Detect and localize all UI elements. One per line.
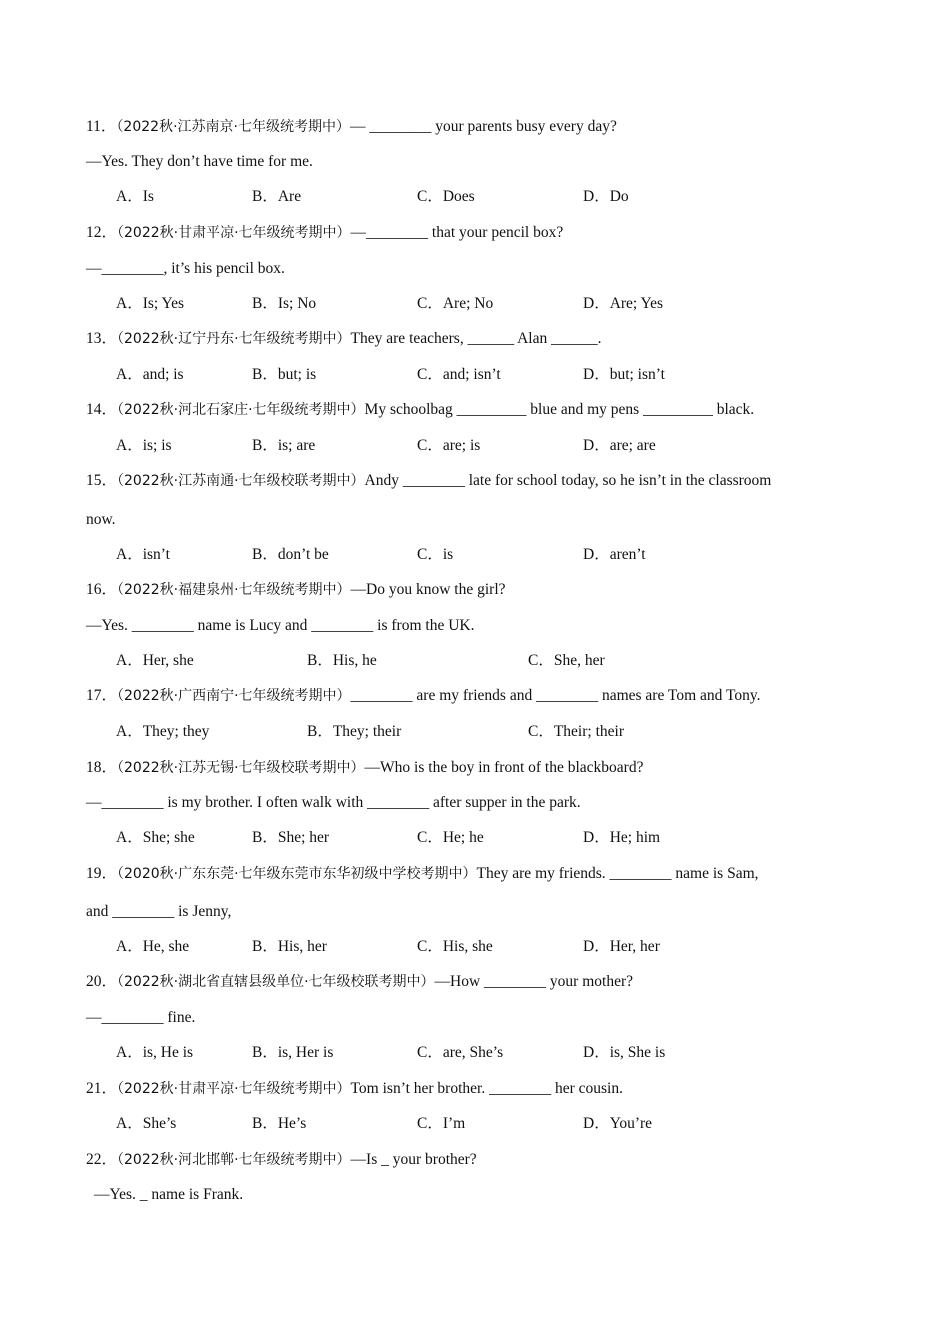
option-d[interactable]: D．is, She is [583,1044,666,1061]
options-row [86,294,886,314]
option-b[interactable]: B．but; is [252,366,317,383]
option-a[interactable]: A．He, she [116,938,190,955]
options-row [86,1043,886,1063]
question-13 [86,329,601,349]
option-a[interactable]: A．is, He is [116,1044,194,1061]
question-stem: My schoolbag _________ blue and my pens _________ black. [364,401,755,418]
question-stem: ________ are my friends and ________ names are Tom and Tony. [350,687,761,704]
question-number: 20． [86,973,118,990]
question-stem: —How ________ your mother? [434,973,634,990]
question-stem-continuation: now. [86,511,116,528]
question-number: 18． [86,759,118,776]
option-c[interactable]: C．is [417,546,454,563]
question-18 [86,758,643,778]
question-number: 22． [86,1151,118,1168]
option-c[interactable]: C．He; he [417,829,484,846]
question-14 [86,400,754,420]
option-c[interactable]: C．She, her [528,652,605,669]
question-stem: Andy ________ late for school today, so he isn’t in the classroom [364,472,772,489]
question-19 [86,864,759,884]
question-stem-continuation: and ________ is Jenny, [86,903,232,920]
option-b[interactable]: B．don’t be [252,546,329,563]
options-row [86,937,886,957]
options-row [86,651,886,671]
option-a[interactable]: A．She; she [116,829,195,846]
question-number: 11． [86,118,117,135]
question-21 [86,1079,623,1099]
question-stem-continuation: —________, it’s his pencil box. [86,260,285,277]
option-c[interactable]: C．I’m [417,1115,466,1132]
options-row [86,436,886,456]
question-stem-continuation: —________ fine. [86,1009,196,1026]
option-a[interactable]: A．Is; Yes [116,295,185,312]
question-stem-continuation: —Yes. _ name is Frank. [94,1186,244,1203]
option-b[interactable]: B．is, Her is [252,1044,334,1061]
question-stem: —Is _ your brother? [350,1151,477,1168]
question-number: 14． [86,401,118,418]
question-stem: Tom isn’t her brother. ________ her cousin. [350,1080,623,1097]
option-c[interactable]: C．Does [417,188,475,205]
option-a[interactable]: A．is; is [116,437,172,454]
options-row [86,545,886,565]
option-a[interactable]: A．and; is [116,366,184,383]
question-17 [86,686,760,706]
question-source: （2022秋·江苏南京·七年级统考期中） [116,119,350,135]
option-d[interactable]: D．Do [583,188,629,205]
option-a[interactable]: A．isn’t [116,546,170,563]
options-row [86,365,886,385]
option-c[interactable]: C．Their; their [528,723,624,740]
question-source: （2022秋·广西南宁·七年级统考期中） [117,688,351,704]
question-source: （2022秋·甘肃平凉·七年级统考期中） [117,225,351,241]
question-source: （2022秋·江苏南通·七年级校联考期中） [117,473,365,489]
option-c[interactable]: C．are, She’s [417,1044,504,1061]
question-number: 21． [86,1080,118,1097]
question-16 [86,580,506,600]
question-number: 15． [86,472,118,489]
option-d[interactable]: D．He; him [583,829,661,846]
question-stem-continuation: —Yes. ________ name is Lucy and ________ is from the UK. [86,617,475,634]
question-11 [86,117,617,137]
option-b[interactable]: B．He’s [252,1115,307,1132]
option-b[interactable]: B．is; are [252,437,316,454]
question-source: （2022秋·福建泉州·七年级统考期中） [117,582,351,598]
option-b[interactable]: B．Are [252,188,302,205]
question-number: 19． [86,865,118,882]
options-row [86,187,886,207]
question-number: 16． [86,581,118,598]
option-a[interactable]: A．Is [116,188,154,205]
question-15 [86,471,771,491]
option-d[interactable]: D．You’re [583,1115,653,1132]
option-b[interactable]: B．His, he [307,652,377,669]
question-20 [86,972,633,992]
question-stem: — ________ your parents busy every day? [349,118,617,135]
options-row [86,1114,886,1134]
question-stem: —Who is the boy in front of the blackboard? [364,759,644,776]
question-source: （2022秋·河北邯郸·七年级统考期中） [117,1152,351,1168]
question-number: 17． [86,687,118,704]
option-c[interactable]: C．are; is [417,437,481,454]
option-c[interactable]: C．His, she [417,938,493,955]
option-c[interactable]: C．Are; No [417,295,494,312]
question-22 [86,1150,477,1170]
option-d[interactable]: D．are; are [583,437,656,454]
question-stem: —Do you know the girl? [350,581,506,598]
question-number: 12． [86,224,118,241]
question-source: （2022秋·湖北省直辖县级单位·七年级校联考期中） [117,974,435,990]
option-b[interactable]: B．She; her [252,829,330,846]
question-source: （2022秋·江苏无锡·七年级校联考期中） [117,760,365,776]
question-source: （2020秋·广东东莞·七年级东莞市东华初级中学校考期中） [117,866,477,882]
question-source: （2022秋·辽宁丹东·七年级统考期中） [117,331,351,347]
option-c[interactable]: C．and; isn’t [417,366,501,383]
option-d[interactable]: D．Are; Yes [583,295,664,312]
question-stem: They are my friends. ________ name is Sam, [476,865,759,882]
options-row [86,828,886,848]
option-d[interactable]: D．but; isn’t [583,366,665,383]
question-source: （2022秋·甘肃平凉·七年级统考期中） [117,1081,351,1097]
option-b[interactable]: B．His, her [252,938,327,955]
option-d[interactable]: D．aren’t [583,546,646,563]
options-row [86,722,886,742]
option-b[interactable]: B．They; their [307,723,402,740]
option-d[interactable]: D．Her, her [583,938,660,955]
option-a[interactable]: A．They; they [116,723,210,740]
question-stem-continuation: —________ is my brother. I often walk with ________ after supper in the park. [86,794,581,811]
question-stem: —________ that your pencil box? [350,224,564,241]
option-b[interactable]: B．Is; No [252,295,317,312]
option-a[interactable]: A．Her, she [116,652,194,669]
question-source: （2022秋·河北石家庄·七年级统考期中） [117,402,365,418]
question-stem-continuation: —Yes. They don’t have time for me. [86,153,313,170]
question-stem: They are teachers, ______ Alan ______. [350,330,602,347]
question-number: 13． [86,330,118,347]
question-12 [86,223,563,243]
option-a[interactable]: A．She’s [116,1115,177,1132]
